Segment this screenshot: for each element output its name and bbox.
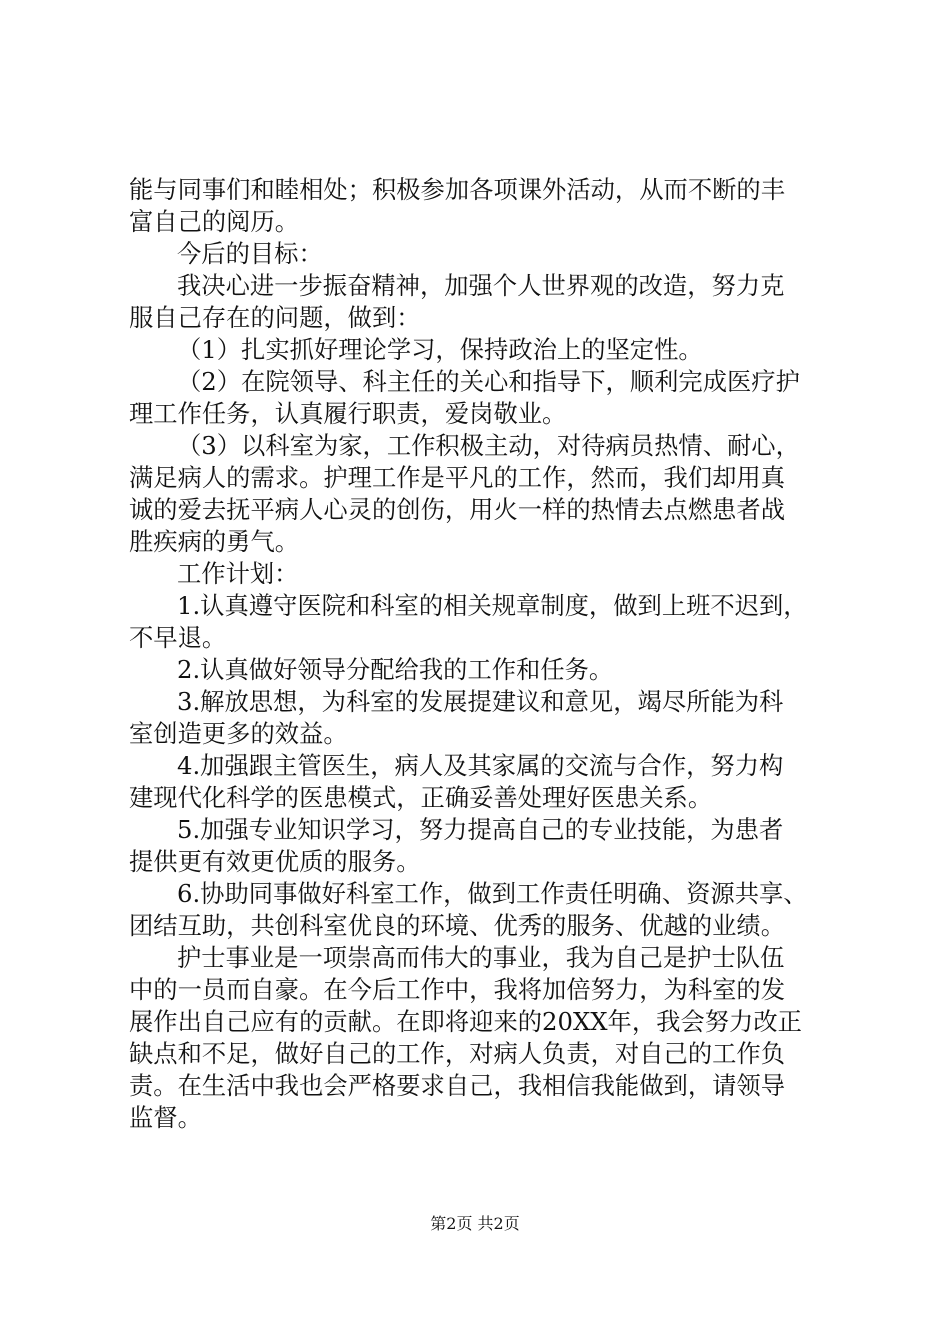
text-line: 我决心进一步振奋精神，加强个人世界观的改造，努力克: [177, 271, 785, 300]
list-item: 6.协助同事做好科室工作，做到工作责任明确、资源共享、: [177, 879, 808, 908]
text-line: 室创造更多的效益。: [129, 719, 348, 748]
text-line: 监督。: [129, 1103, 202, 1132]
text-line: 服自己存在的问题，做到：: [129, 303, 421, 332]
text-line: 富自己的阅历。: [129, 207, 300, 236]
section-heading: 今后的目标：: [177, 239, 323, 268]
list-item: （1）扎实抓好理论学习，保持政治上的坚定性。: [177, 335, 703, 364]
text-line: 提供更有效更优质的服务。: [129, 847, 421, 876]
text-line: 中的一员而自豪。在今后工作中，我将加倍努力，为科室的发: [129, 975, 786, 1004]
list-item: 2.认真做好领导分配给我的工作和任务。: [177, 655, 614, 684]
text-line: 建现代化科学的医患模式，正确妥善处理好医患关系。: [129, 783, 713, 812]
section-heading: 工作计划：: [177, 559, 299, 588]
list-item: 3.解放思想，为科室的发展提建议和意见，竭尽所能为科: [177, 687, 784, 716]
text-line: 满足病人的需求。护理工作是平凡的工作，然而，我们却用真: [129, 463, 786, 492]
text-line: 能与同事们和睦相处；积极参加各项课外活动，从而不断的丰: [129, 175, 786, 204]
text-line: 护士事业是一项崇高而伟大的事业，我为自己是护士队伍: [177, 943, 785, 972]
text-line: 展作出自己应有的贡献。在即将迎来的20XX年，我会努力改正: [129, 1007, 802, 1036]
text-line: 不早退。: [129, 623, 227, 652]
list-item: （3）以科室为家，工作积极主动，对待病员热情、耐心，: [177, 431, 800, 460]
page-number-footer: 第2页 共2页: [430, 1214, 520, 1233]
text-line: 胜疾病的勇气。: [129, 527, 300, 556]
text-line: 团结互助，共创科室优良的环境、优秀的服务、优越的业绩。: [129, 911, 786, 940]
text-line: 责。在生活中我也会严格要求自己，我相信我能做到，请领导: [129, 1071, 786, 1100]
text-line: 理工作任务，认真履行职责，爱岗敬业。: [129, 399, 567, 428]
text-line: 缺点和不足，做好自己的工作，对病人负责，对自己的工作负: [129, 1039, 786, 1068]
list-item: （2）在院领导、科主任的关心和指导下，顺利完成医疗护: [177, 367, 800, 396]
list-item: 4.加强跟主管医生，病人及其家属的交流与合作，努力构: [177, 751, 784, 780]
text-line: 诚的爱去抚平病人心灵的创伤，用火一样的热情去点燃患者战: [129, 495, 786, 524]
list-item: 1.认真遵守医院和科室的相关规章制度，做到上班不迟到，: [177, 591, 808, 620]
list-item: 5.加强专业知识学习，努力提高自己的专业技能，为患者: [177, 815, 784, 844]
